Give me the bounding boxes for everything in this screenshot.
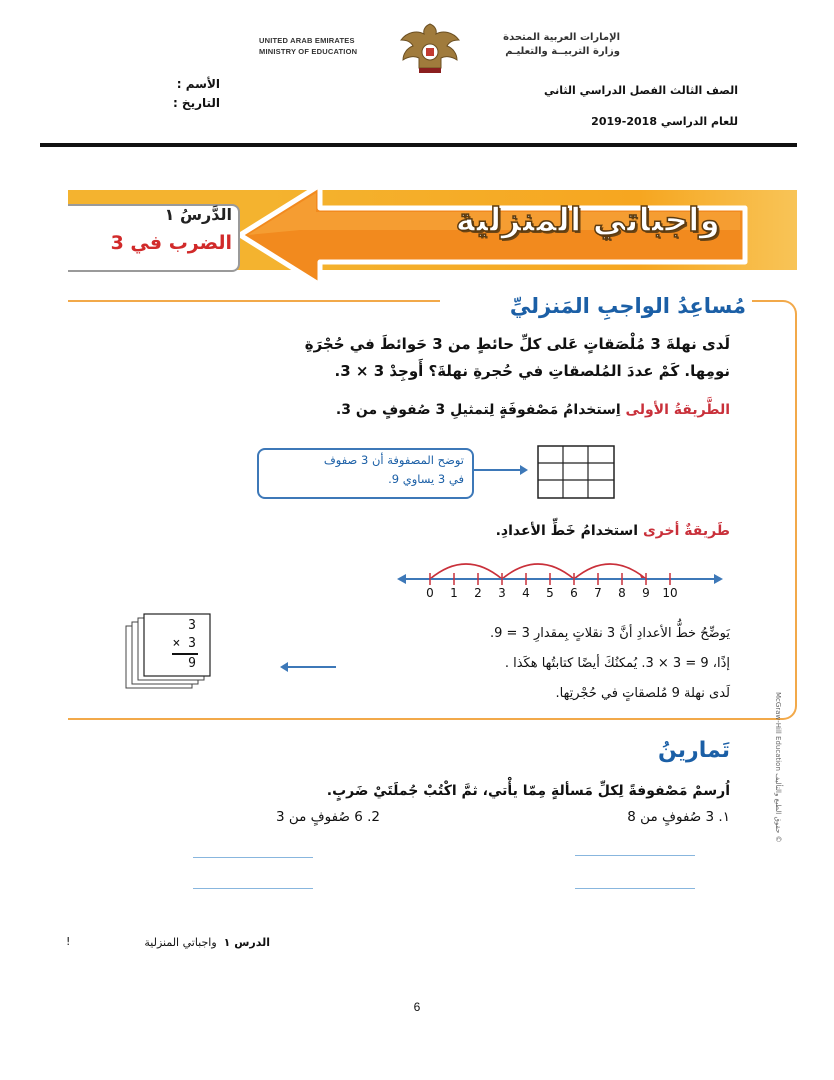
lesson-number: الدَّرسُ ١: [164, 205, 232, 224]
publisher-credit: McGraw-Hill Education حقوق الطبع والتأليف ©: [774, 692, 782, 843]
method-one-label: الطَّريقةُ الأولى: [625, 402, 730, 418]
answer-line-1a[interactable]: [575, 855, 695, 856]
answer-line-2b[interactable]: [193, 888, 313, 889]
school-year-label: للعام الدراسي 2018-2019: [591, 115, 738, 128]
tick-label-5: 5: [546, 586, 554, 600]
uae-emblem-icon: [397, 20, 463, 76]
ministry-en-line1: UNITED ARAB EMIRATES: [259, 36, 355, 45]
tick-label-6: 6: [570, 586, 578, 600]
tick-label-3: 3: [498, 586, 506, 600]
ministry-name-arabic: [490, 31, 620, 59]
lesson-name: الضرب في 3: [110, 232, 232, 254]
exercises-instruction: اُرسمْ مَصْفوفةً لِكلِّ مَسألةٍ مِمّا يأْتي، ثمَّ اكْتُبْ جُملَتَيْ ضَربٍ.: [326, 783, 730, 799]
footer-lesson-title: واجباتي المنزلية: [144, 936, 217, 949]
date-label: التاريخ :: [172, 96, 220, 110]
problem-text-line1: لَدى نهلةَ 3 مُلْصَقاتٍ عَلى كلِّ حائطٍ من 3 حَوائطَ في حُجْرَةِ: [304, 335, 730, 353]
exercise-1: ١. 3 صُفوفٍ من 8: [627, 809, 730, 825]
ministry-name-english: [259, 35, 357, 57]
multiplication-cards-icon: [122, 612, 212, 692]
tick-label-0: 0: [426, 586, 434, 600]
tick-label-4: 4: [522, 586, 530, 600]
arrow-left-icon: [278, 661, 338, 673]
method-one: [90, 402, 730, 418]
explanation-line2: إذًا، 9 = 3 × 3. يُمكنُكَ أيضًا كتابتُها هكَذا .: [504, 656, 730, 671]
problem-text-line2: نومِها. كَمْ عددَ المُلصقاتِ في حُجرةِ نهلةَ؟ أَوجِدْ 3 × 3.: [334, 362, 730, 380]
answer-line-1b[interactable]: [575, 888, 695, 889]
explanation-line1: يَوضِّحُ خطُّ الأعدادِ أنَّ 3 نقلاتٍ بِمقدارِ 3 = 9.: [489, 626, 730, 641]
array-note-line2: في 3 يساوي 9.: [388, 472, 464, 486]
answer-line-2a[interactable]: [193, 857, 313, 858]
tick-label-7: 7: [594, 586, 602, 600]
grade-term-label: الصف الثالث الفصل الدراسي الثاني: [543, 84, 738, 97]
footer-lesson-label: الدرس ١: [223, 936, 270, 949]
card-product: 9: [188, 656, 196, 671]
tick-label-10: 10: [662, 586, 678, 600]
tick-label-8: 8: [618, 586, 626, 600]
footer-lesson: [90, 936, 270, 949]
page-number: 6: [413, 1000, 421, 1014]
homework-helper-title: مُساعِدُ الواجبِ المَنزليِّ: [440, 294, 752, 318]
method-two: [90, 523, 730, 539]
tick-label-1: 1: [450, 586, 458, 600]
array-grid: [536, 444, 616, 500]
footer-mark: !: [66, 935, 71, 948]
method-one-text: اِستخدامُ مَصْفوفَةٍ لِتمثيلِ 3 صُفوفٍ من 3.: [335, 402, 626, 418]
card-sum-line: [172, 653, 198, 655]
array-note-line1: توضح المصفوفة أن 3 صفوف: [323, 453, 464, 467]
tick-label-2: 2: [474, 586, 482, 600]
tick-label-9: 9: [642, 586, 650, 600]
ministry-en-line2: MINISTRY OF EDUCATION: [259, 47, 358, 56]
arrow-right-icon: [470, 462, 530, 478]
card-factor-top: 3: [188, 618, 196, 633]
header-divider: [40, 143, 797, 147]
explanation-line3: لَدى نهلة 9 مُلصقاتٍ في حُجْرتِها.: [555, 686, 730, 701]
method-two-label: طَريقةٌ أخرى: [642, 523, 730, 539]
ministry-ar-line1: الإمارات العربية المتحدة: [503, 32, 620, 43]
card-factor-bottom: × 3: [172, 636, 196, 651]
exercise-2: 2. 6 صُفوفٍ من 3: [275, 809, 380, 825]
method-two-text: استخدامُ خَطِّ الأعدادِ.: [495, 523, 643, 539]
exercises-title: تَمارينُ: [658, 738, 730, 763]
ministry-ar-line2: وزارة التربيــة والتعليـم: [505, 46, 620, 57]
homework-title: واجباتي المنزلية: [455, 200, 720, 239]
student-name-label: الأسم :: [176, 77, 220, 91]
